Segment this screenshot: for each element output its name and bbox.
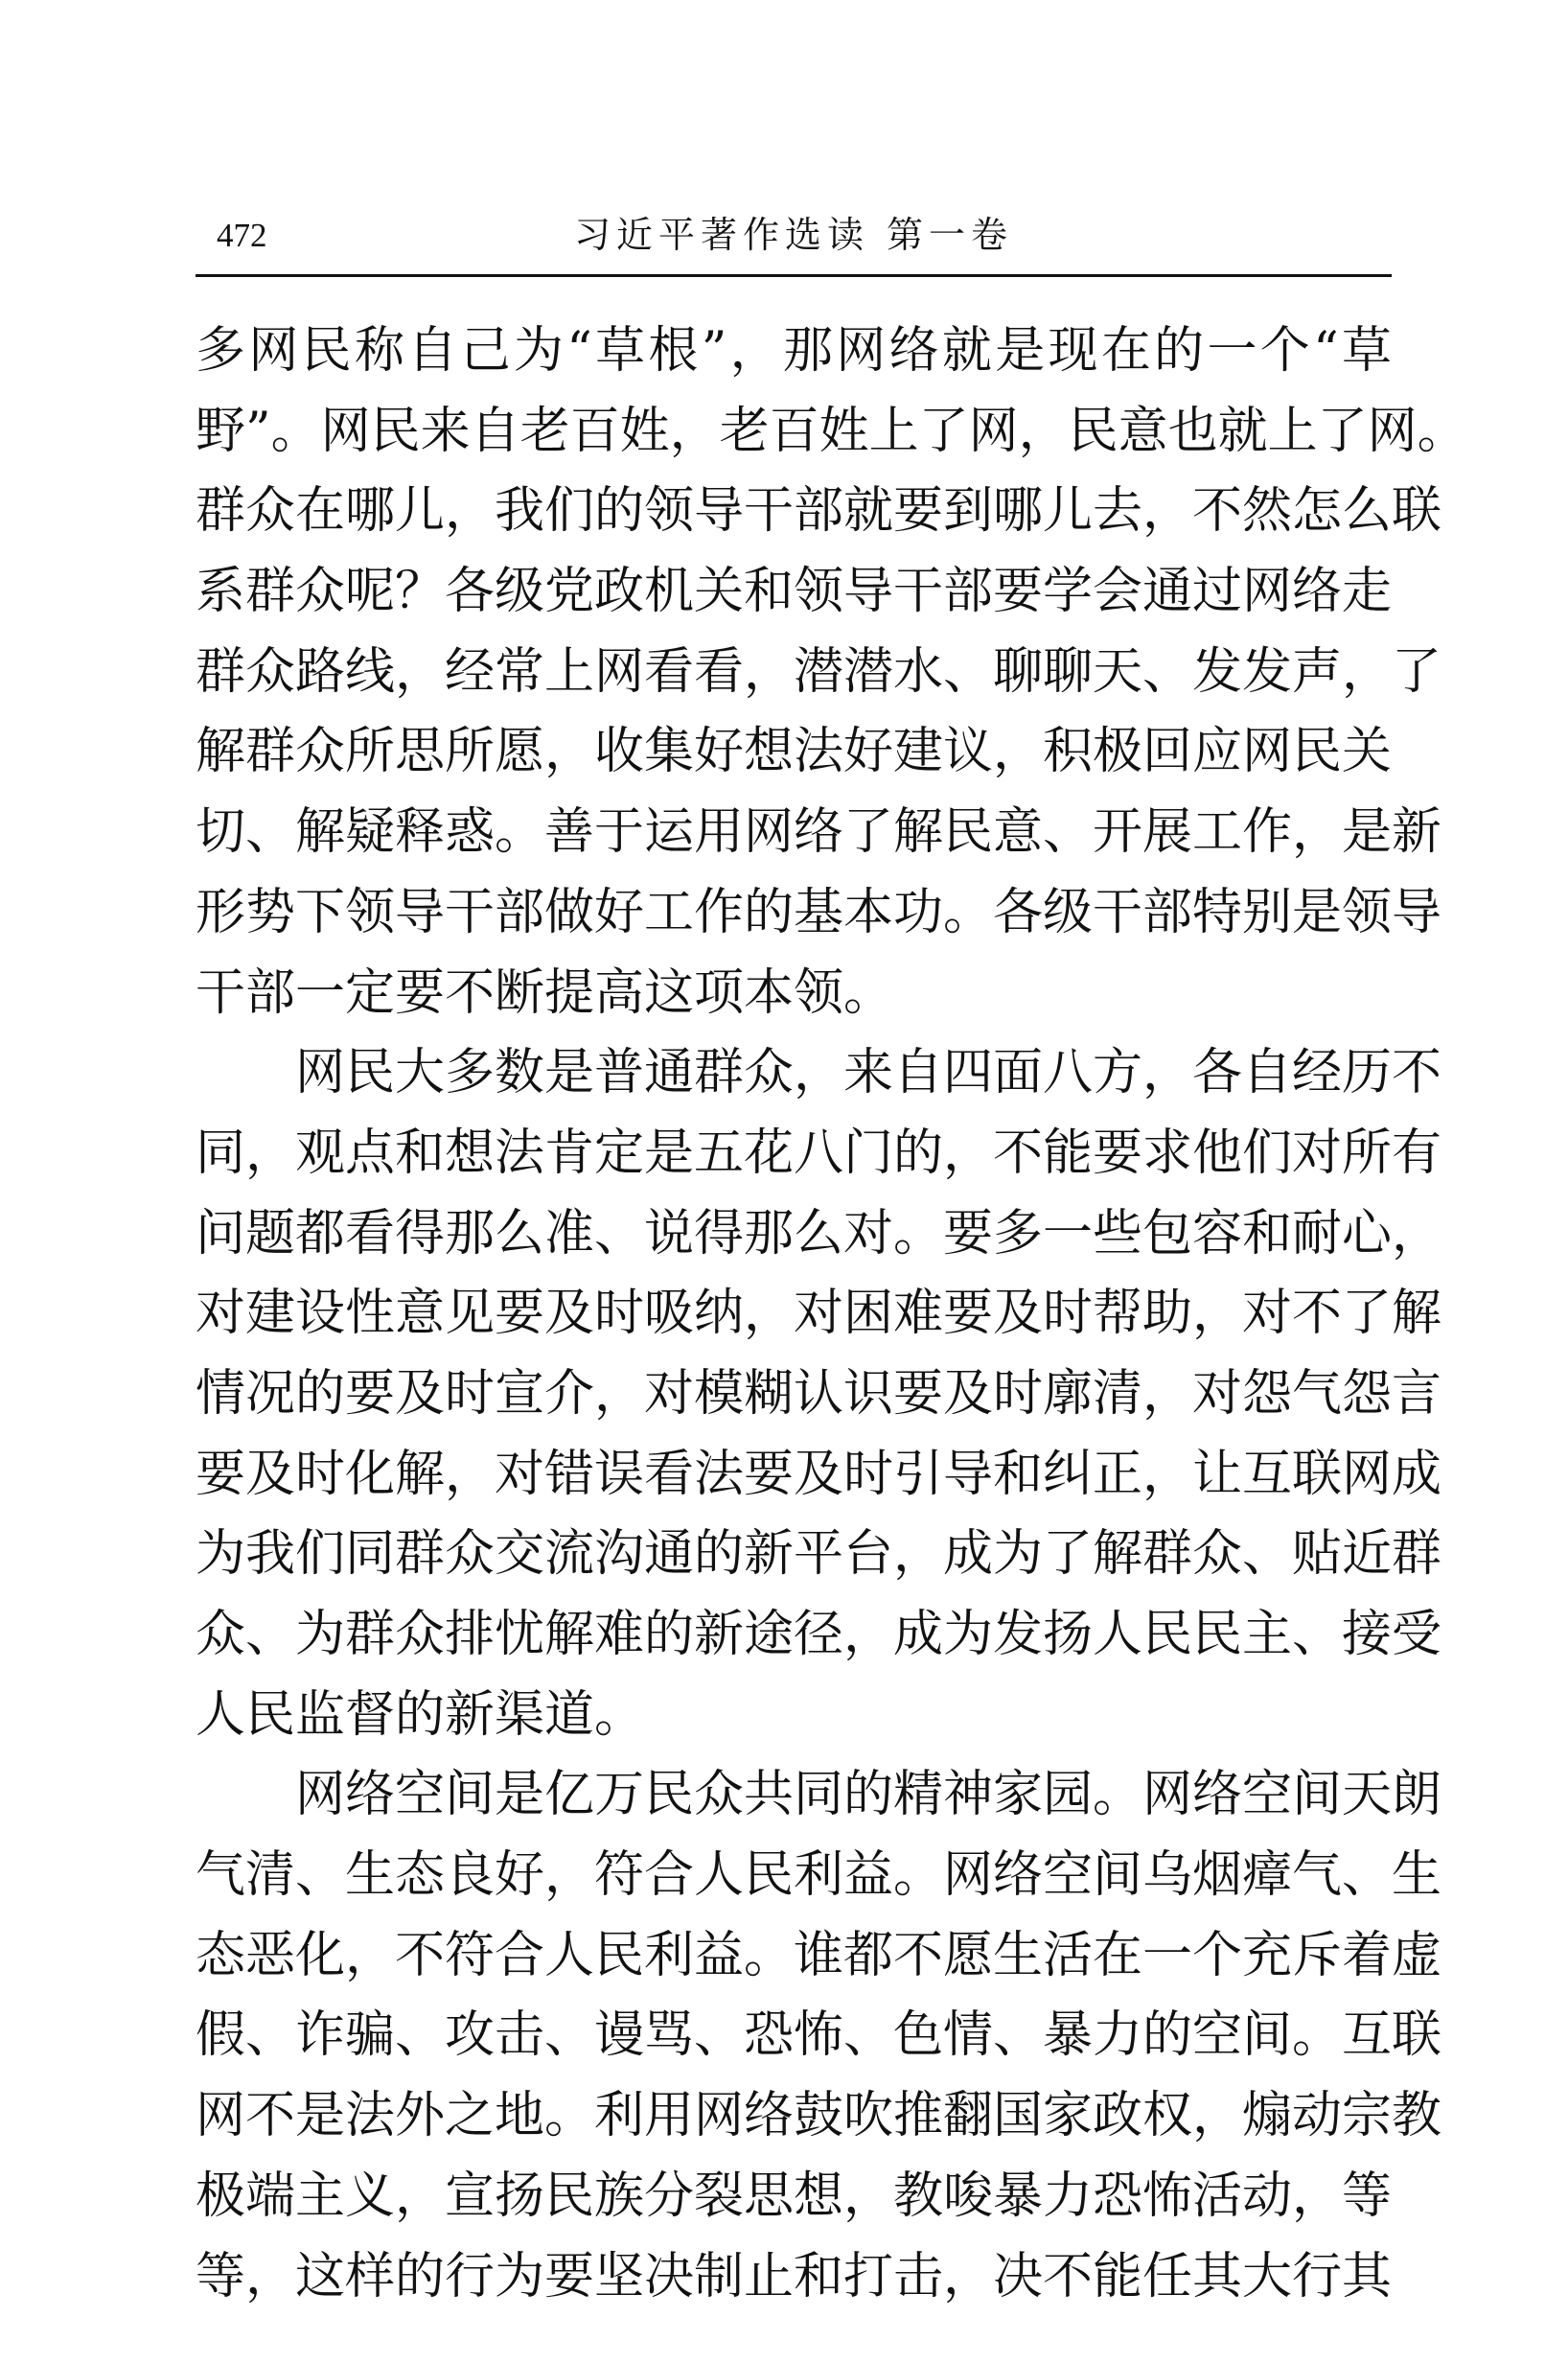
text-line: 为我们同群众交流沟通的新平台，成为了解群众、贴近群 bbox=[196, 1525, 1442, 1584]
paragraph bbox=[196, 312, 1467, 1033]
text-line: 态恶化，不符合人民利益。谁都不愿生活在一个充斥着虚 bbox=[196, 1926, 1442, 1984]
paragraph bbox=[196, 1755, 1442, 2317]
paragraph bbox=[196, 1033, 1442, 1755]
text-line: 切、解疑释惑。善于运用网络了解民意、开展工作，是新 bbox=[196, 803, 1442, 862]
text-line: 要及时化解，对错误看法要及时引导和纠正，让互联网成 bbox=[196, 1445, 1442, 1503]
text-line: 群众路线，经常上网看看，潜潜水、聊聊天、发发声，了 bbox=[196, 642, 1442, 701]
text-line: 系群众呢？各级党政机关和领导干部要学会通过网络走 bbox=[196, 563, 1393, 621]
text-line: 解群众所思所愿，收集好想法好建议，积极回应网民关 bbox=[196, 723, 1393, 781]
text-line: 群众在哪儿，我们的领导干部就要到哪儿去，不然怎么联 bbox=[196, 482, 1442, 541]
text-line: 同，观点和想法肯定是五花八门的，不能要求他们对所有 bbox=[196, 1124, 1442, 1182]
text-line: 极端主义，宣扬民族分裂思想，教唆暴力恐怖活动，等 bbox=[196, 2167, 1393, 2225]
body-text bbox=[196, 312, 1467, 2317]
text-line: 对建设性意见要及时吸纳，对困难要及时帮助，对不了解 bbox=[196, 1285, 1442, 1343]
text-line: 网络空间是亿万民众共同的精神家园。网络空间天朗 bbox=[295, 1766, 1442, 1824]
text-line: 野”。网民来自老百姓，老百姓上了网，民意也就上了网。 bbox=[196, 402, 1467, 460]
text-line: 多网民称自己为“草根”，那网络就是现在的一个“草 bbox=[196, 322, 1392, 380]
text-line: 网民大多数是普通群众，来自四面八方，各自经历不 bbox=[295, 1044, 1442, 1102]
text-line: 人民监督的新渠道。 bbox=[196, 1685, 645, 1744]
text-line: 等，这样的行为要坚决制止和打击，决不能任其大行其 bbox=[196, 2247, 1393, 2306]
text-line: 干部一定要不断提高这项本领。 bbox=[196, 963, 894, 1022]
text-line: 情况的要及时宣介，对模糊认识要及时廓清，对怨气怨言 bbox=[196, 1364, 1442, 1423]
running-title: 习近平著作选读 第一卷 bbox=[573, 214, 1014, 256]
page-header bbox=[196, 209, 1392, 270]
text-line: 众、为群众排忧解难的新途径，成为发扬人民民主、接受 bbox=[196, 1606, 1442, 1663]
text-line: 形势下领导干部做好工作的基本功。各级干部特别是领导 bbox=[196, 883, 1442, 941]
page-number: 472 bbox=[217, 217, 267, 254]
text-line: 气清、生态良好，符合人民利益。网络空间乌烟瘴气、生 bbox=[196, 1846, 1442, 1905]
text-line: 假、诈骗、攻击、谩骂、恐怖、色情、暴力的空间。互联 bbox=[196, 2006, 1442, 2065]
text-line: 问题都看得那么准、说得那么对。要多一些包容和耐心， bbox=[196, 1204, 1442, 1263]
header-rule bbox=[196, 274, 1392, 277]
text-line: 网不是法外之地。利用网络鼓吹推翻国家政权，煽动宗教 bbox=[196, 2087, 1442, 2145]
